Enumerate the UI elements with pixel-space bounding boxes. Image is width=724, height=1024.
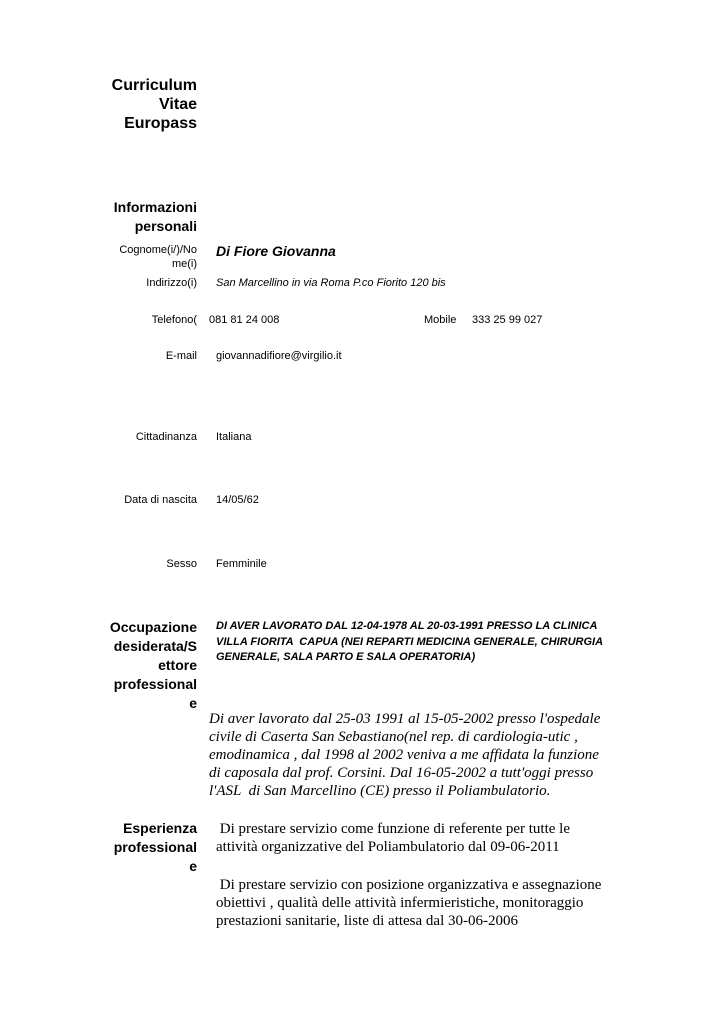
heading-line: desiderata/S (113, 638, 197, 654)
address-value: San Marcellino in via Roma P.co Fiorito 120 bis (216, 277, 446, 289)
text-line: prestazioni sanitarie, liste di attesa dal 30-06-2006 (216, 913, 518, 929)
citizenship-value: Italiana (216, 431, 252, 443)
experience-paragraph-1 (216, 820, 570, 856)
experience-heading (114, 819, 197, 876)
text-line: di caposala dal prof. Corsini. Dal 16-05-2002 a tutt'oggi presso (209, 765, 594, 781)
mobile-label: Mobile (424, 314, 457, 326)
text-line: Di prestare servizio con posizione organizzativa e assegnazione (216, 877, 602, 893)
birth-date-value: 14/05/62 (216, 494, 259, 506)
text-line: attività organizzative del Poliambulatorio dal 09-06-2011 (216, 839, 560, 855)
mobile-value: 333 25 99 027 (472, 314, 543, 326)
heading-line: personali (134, 218, 197, 234)
heading-line: e (189, 695, 197, 711)
citizenship-label: Cittadinanza (135, 431, 197, 443)
text-line: obiettivi , qualità delle attività infermieristiche, monitoraggio (216, 895, 584, 911)
address-label: Indirizzo(i) (146, 277, 197, 289)
cv-title (112, 76, 197, 133)
heading-line: ettore (158, 657, 197, 673)
occupation-caps-text (216, 619, 603, 666)
text-line: DI AVER LAVORATO DAL 12-04-1978 AL 20-03-1991 PRESSO LA CLINICA (216, 620, 598, 632)
text-line: VILLA FIORITA CAPUA (NEI REPARTI MEDICINA GENERALE, CHIRURGIA (216, 635, 604, 648)
heading-line: professional (113, 839, 197, 855)
heading-line: Esperienza (123, 820, 197, 836)
heading-line: Occupazione (109, 619, 197, 635)
label-line: me(i) (171, 258, 197, 270)
text-line: civile di Caserta San Sebastiano(nel rep. di cardiologia-utic , (209, 729, 578, 745)
text-line: Di aver lavorato dal 25-03 1991 al 15-05-2002 presso l'ospedale (209, 711, 601, 727)
phone-label: Telefono( (151, 314, 197, 326)
title-line: Vitae (159, 96, 197, 113)
personal-info-heading (114, 198, 197, 236)
email-label: E-mail (165, 350, 197, 362)
text-line: Di prestare servizio come funzione di referente per tutte le (216, 821, 571, 837)
heading-line: e (189, 858, 197, 874)
heading-line: professional (113, 676, 197, 692)
text-line: emodinamica , dal 1998 al 2002 veniva a me affidata la funzione (209, 747, 599, 763)
text-line: GENERALE, SALA PARTO E SALA OPERATORIA) (216, 651, 476, 663)
email-value: giovannadifiore@virgilio.it (216, 350, 342, 362)
sex-value: Femminile (216, 558, 267, 570)
occupation-heading (110, 618, 197, 713)
birth-date-label: Data di nascita (124, 494, 197, 506)
name-label (119, 243, 197, 271)
label-line: Cognome(i/)/No (119, 244, 197, 256)
title-line: Europass (124, 115, 197, 132)
occupation-paragraph (209, 710, 600, 800)
experience-paragraph-2 (216, 876, 601, 930)
heading-line: Informazioni (113, 199, 197, 215)
phone-value: 081 81 24 008 (209, 314, 280, 326)
text-line: l'ASL di San Marcellino (CE) presso il Poliambulatorio. (209, 783, 551, 799)
sex-label: Sesso (166, 558, 197, 570)
full-name: Di Fiore Giovanna (216, 243, 336, 259)
title-line: Curriculum (111, 77, 197, 94)
